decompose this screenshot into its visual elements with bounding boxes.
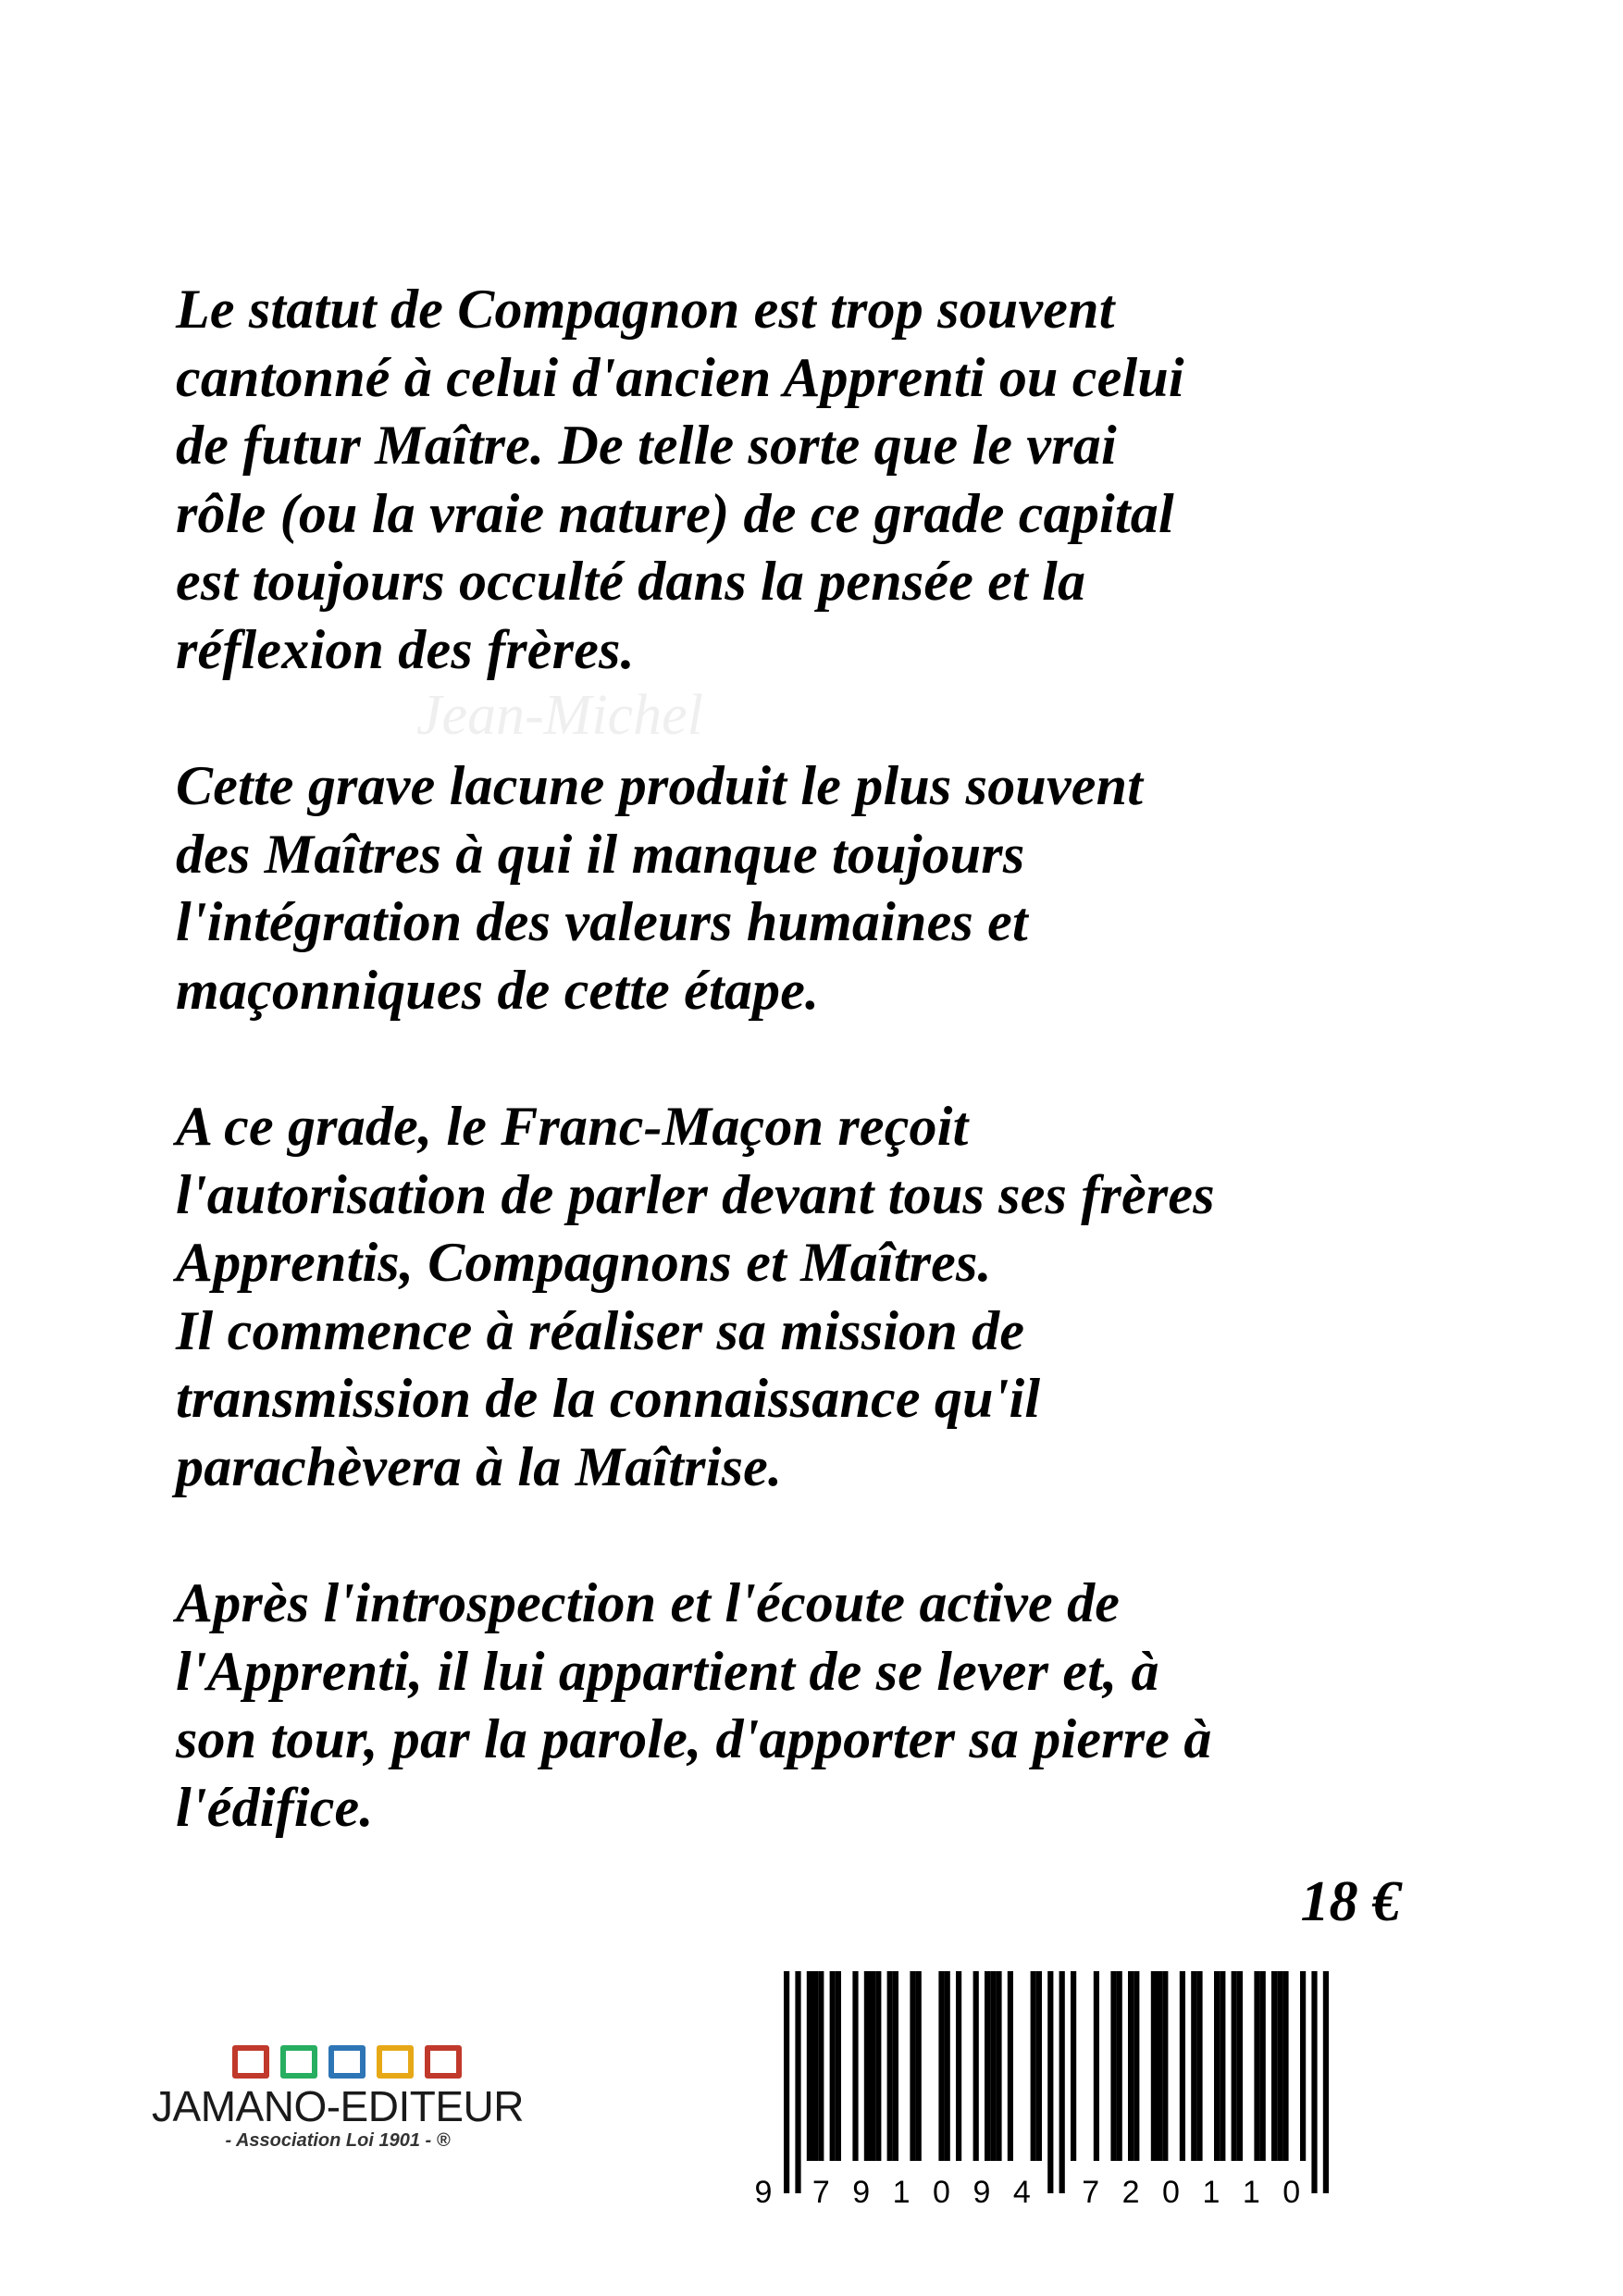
barcode-bar — [1151, 1971, 1157, 2161]
barcode-digit: 0 — [1282, 2175, 1301, 2210]
back-cover-text — [176, 276, 1406, 1842]
barcode-bar — [1271, 1971, 1277, 2161]
barcode — [754, 1971, 1420, 2212]
barcode-bar — [830, 1971, 836, 2161]
barcode-bar — [1311, 1971, 1317, 2193]
paragraph: Le statut de Compagnon est trop souvent cantonné à celui d'ancien Apprenti ou celui de futur Maître. De telle sorte que le vrai rôle (ou la vraie nature) de ce grade capital est toujours occulté dans la pensée et la réflexion des frères. — [176, 279, 1184, 680]
barcode-bar — [945, 1971, 950, 2161]
barcode-bar — [852, 1971, 858, 2161]
barcode-bar — [1214, 1971, 1220, 2161]
barcode-bar — [990, 1971, 996, 2161]
barcode-bar — [1260, 1971, 1266, 2161]
barcode-bar — [818, 1971, 824, 2161]
paragraph: A ce grade, le Franc-Maçon reçoit l'autorisation de parler devant tous ses frères Apprentis, Compagnons et Maîtres. Il commence à réaliser sa mission de transmission de la connaissance qu'il parachèvera à la Maîtrise. — [176, 1096, 1215, 1497]
barcode-bar — [795, 1971, 800, 2193]
barcode-digit: 7 — [1082, 2175, 1100, 2210]
watermark: Jean-Michel — [416, 684, 703, 747]
barcode-digit: 7 — [812, 2175, 830, 2210]
barcode-digit: 0 — [1162, 2175, 1180, 2210]
barcode-bar — [956, 1971, 961, 2161]
barcode-bar — [870, 1971, 875, 2161]
barcode-bar — [1282, 1971, 1288, 2161]
barcode-bar — [1047, 1971, 1053, 2193]
paragraph: Après l'introspection et l'écoute active de l'Apprenti, il lui appartient de se lever et, à son tour, par la parole, d'apporter sa pierre à l'édifice. — [176, 1572, 1212, 1838]
barcode-bar — [836, 1971, 841, 2161]
price-label: 18 € — [1300, 1870, 1401, 1933]
barcode-bar — [807, 1971, 812, 2161]
logo-square — [377, 2045, 414, 2079]
logo-square — [232, 2045, 269, 2079]
barcode-digit: 9 — [754, 2175, 773, 2210]
logo-square — [328, 2045, 365, 2079]
barcode-bar — [1254, 1971, 1259, 2161]
barcode-bar — [938, 1971, 944, 2161]
barcode-digit: 1 — [892, 2175, 911, 2210]
barcode-digit: 1 — [1242, 2175, 1260, 2210]
barcode-bar — [1180, 1971, 1185, 2161]
barcode-bar — [985, 1971, 990, 2161]
barcode-bar — [1094, 1971, 1099, 2161]
barcode-bar — [1117, 1971, 1122, 2161]
barcode-bar — [887, 1971, 893, 2161]
logo-square — [280, 2045, 317, 2079]
barcode-bar — [1232, 1971, 1237, 2161]
barcode-bar — [1134, 1971, 1139, 2161]
paragraph: Cette grave lacune produit le plus souvent des Maîtres à qui il manque toujours l'intégration des valeurs humaines et maçonniques de cette étape. — [176, 755, 1144, 1021]
barcode-digit: 9 — [852, 2175, 871, 2210]
barcode-digit: 2 — [1121, 2175, 1140, 2210]
barcode-bar — [1277, 1971, 1282, 2161]
barcode-digit: 1 — [1202, 2175, 1220, 2210]
publisher-name: JAMANO-EDITEUR — [152, 2082, 524, 2130]
logo-square — [425, 2045, 462, 2079]
barcode-bar — [973, 1971, 979, 2161]
barcode-bar — [996, 1971, 1001, 2161]
barcode-bar — [1300, 1971, 1306, 2161]
barcode-graphic — [754, 1971, 1420, 2212]
barcode-bar — [916, 1971, 922, 2161]
barcode-bar — [910, 1971, 915, 2161]
barcode-bar — [1110, 1971, 1116, 2161]
barcode-digit: 0 — [933, 2175, 950, 2210]
publisher-subtitle: - Association Loi 1901 - ® — [225, 2130, 451, 2151]
barcode-bar — [1036, 1971, 1042, 2161]
barcode-bar — [1128, 1971, 1134, 2161]
barcode-bar — [1059, 1971, 1065, 2193]
barcode-bar — [1157, 1971, 1162, 2161]
barcode-bar — [1008, 1971, 1013, 2161]
barcode-bar — [1031, 1971, 1036, 2161]
barcode-bar — [784, 1971, 789, 2193]
publisher-logo — [125, 2045, 551, 2152]
barcode-digit: 4 — [1012, 2175, 1031, 2210]
barcode-bar — [893, 1971, 898, 2161]
barcode-bar — [864, 1971, 870, 2161]
barcode-bar — [1323, 1971, 1329, 2193]
barcode-bar — [812, 1971, 818, 2161]
barcode-bar — [1220, 1971, 1225, 2161]
logo-squares-icon — [143, 2045, 551, 2079]
barcode-bar — [875, 1971, 881, 2161]
barcode-bar — [1196, 1971, 1202, 2161]
barcode-bar — [1237, 1971, 1243, 2161]
barcode-bar — [1071, 1971, 1076, 2161]
barcode-bar — [1162, 1971, 1168, 2161]
barcode-bar — [1191, 1971, 1196, 2161]
barcode-digit: 9 — [973, 2175, 991, 2210]
